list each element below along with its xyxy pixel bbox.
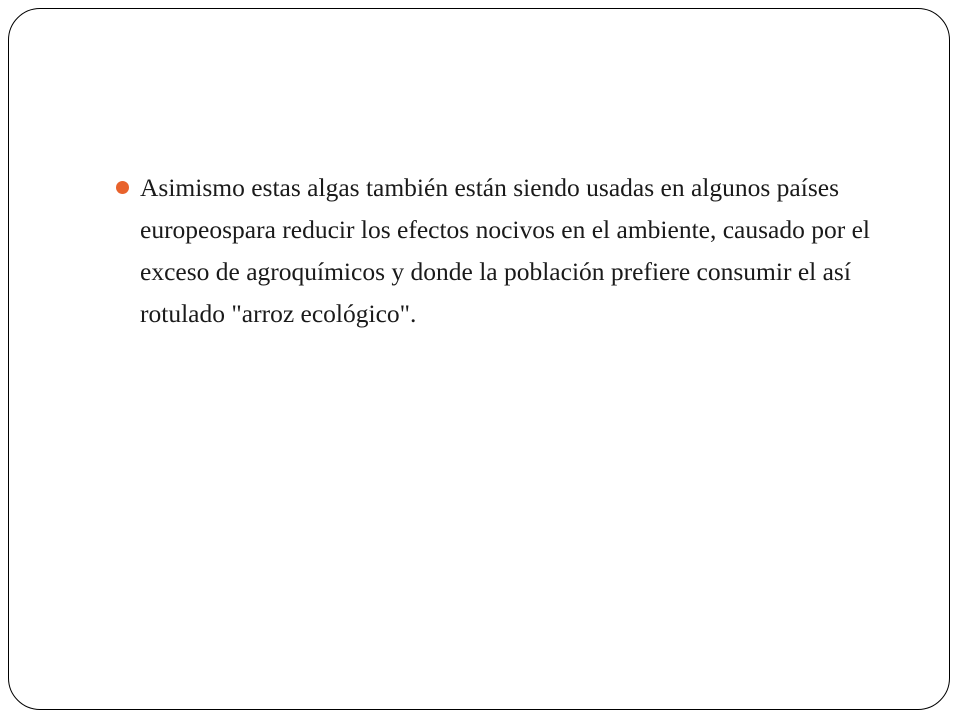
bullet-text: Asimismo estas algas también están siendo usadas en algunos países europeospara reducir los efectos nocivos en el ambiente, causado por el exceso de agroquímicos y donde la población prefiere consumir el así rotulado "arroz ecológico". [140, 173, 870, 328]
slide-content [114, 167, 914, 335]
slide-frame [8, 8, 950, 710]
bullet-dot-icon [116, 181, 129, 194]
bullet-item [114, 167, 914, 335]
